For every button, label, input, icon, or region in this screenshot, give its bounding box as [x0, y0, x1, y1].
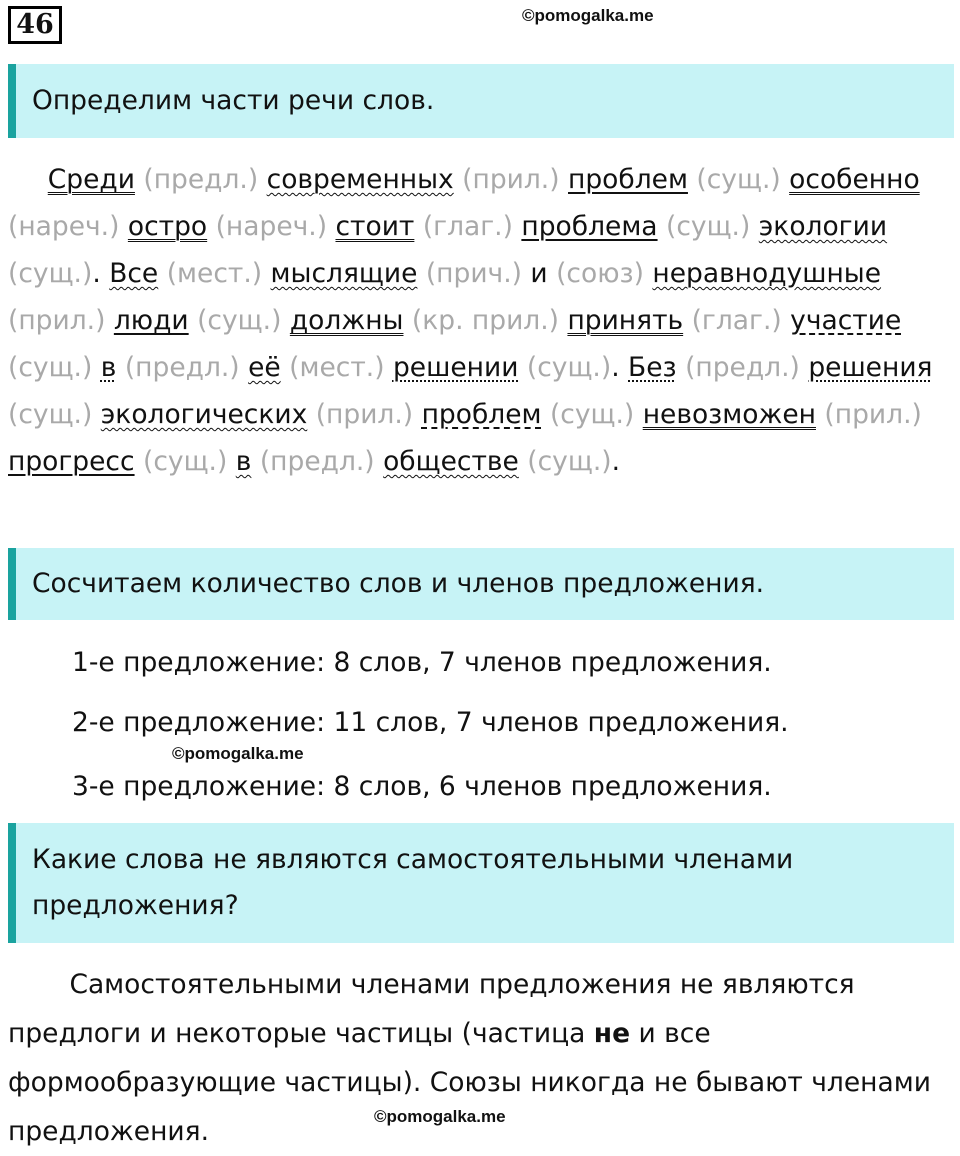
- count-sentence-1: 1-е предложение: 8 слов, 7 членов предложения.: [72, 647, 772, 678]
- pos-label: (прил.): [824, 399, 922, 430]
- heading-question: Какие слова не являются самостоятельными членами предложения?: [8, 823, 954, 943]
- pos-label: (сущ.): [549, 399, 635, 430]
- pos-label: (предл.): [685, 352, 800, 383]
- word: неравнодушные: [652, 258, 882, 289]
- word: экологических: [100, 399, 308, 430]
- word: проблема: [521, 211, 658, 242]
- pos-label: (союз): [556, 258, 644, 289]
- pos-label: (нареч.): [215, 211, 328, 242]
- word: в: [235, 446, 252, 477]
- word: и: [530, 258, 548, 289]
- word: современных: [266, 164, 454, 195]
- word: Среди: [47, 164, 135, 195]
- heading-parts-of-speech: Определим части речи слов.: [8, 64, 954, 138]
- pos-label: (глаг.): [691, 305, 782, 336]
- pos-label: (кр. прил.): [411, 305, 559, 336]
- word: невозможен: [642, 399, 816, 430]
- word: в: [100, 352, 117, 383]
- pos-label: (сущ.): [8, 258, 93, 289]
- word: решении: [392, 352, 519, 383]
- pos-label: (сущ.): [8, 399, 93, 430]
- word: принять: [567, 305, 684, 336]
- pos-label: (сущ.): [526, 352, 612, 383]
- pos-label: (нареч.): [8, 211, 120, 242]
- word: обществе: [383, 446, 519, 477]
- answer-text-part2: и все формообразующие частицы). Союзы никогда не бывают членами предложения.: [8, 1018, 931, 1147]
- answer-bold-particle: не: [593, 1018, 631, 1049]
- pos-label: (сущ.): [696, 164, 781, 195]
- pos-label: (глаг.): [422, 211, 513, 242]
- pos-label: (предл.): [259, 446, 375, 477]
- word: проблем: [421, 399, 542, 430]
- pos-label: (сущ.): [197, 305, 282, 336]
- pos-label: (сущ.): [527, 446, 612, 477]
- word: проблем: [568, 164, 688, 195]
- word: экологии: [758, 211, 888, 242]
- pos-label: (сущ.): [143, 446, 228, 477]
- watermark-bottom: ©pomogalka.me: [374, 1107, 506, 1126]
- count-sentence-2: 2-е предложение: 11 слов, 7 членов предложения.: [72, 707, 789, 738]
- word: решения: [808, 352, 933, 383]
- pos-label: (прич.): [425, 258, 522, 289]
- pos-label: (мест.): [166, 258, 263, 289]
- pos-label: (прил.): [462, 164, 560, 195]
- pos-label: (сущ.): [666, 211, 751, 242]
- watermark-middle: ©pomogalka.me: [172, 744, 304, 763]
- word: люди: [113, 305, 189, 336]
- word: участие: [790, 305, 902, 336]
- word: особенно: [789, 164, 920, 195]
- word: стоит: [335, 211, 415, 242]
- word: Все: [109, 258, 159, 289]
- pos-label: (мест.): [289, 352, 385, 383]
- page-number: 46: [8, 6, 62, 44]
- heading-word-count: Сосчитаем количество слов и членов предложения.: [8, 548, 954, 620]
- parts-of-speech-analysis: Среди (предл.) современных (прил.) проблем (сущ.) особенно (нареч.) остро (нареч.) стоит (глаг.) проблема (сущ.) экологии (сущ.). Все (мест.) мыслящие (прич.) и (союз) неравнодушные (прил.) люди (сущ.) должны (кр. прил.) принять (глаг.) участие (сущ.) в (предл.) её (мест.) решении (сущ.). Без (предл.) решения (сущ.) экологических (прил.) проблем (сущ.) невозможен (прил.) прогресс (сущ.) в (предл.) обществе (сущ.).: [8, 164, 933, 477]
- pos-label: (прил.): [8, 305, 106, 336]
- word: остро: [127, 211, 208, 242]
- pos-label: (предл.): [124, 352, 240, 383]
- word: прогресс: [8, 446, 135, 477]
- word: Без: [628, 352, 677, 383]
- pos-label: (предл.): [143, 164, 259, 195]
- watermark-top: ©pomogalka.me: [522, 6, 654, 25]
- word: мыслящие: [270, 258, 418, 289]
- answer-text-part1: Самостоятельными членами предложения не являются предлоги и некоторые частицы (частица: [8, 969, 855, 1049]
- pos-label: (прил.): [315, 399, 414, 430]
- count-sentence-3: 3-е предложение: 8 слов, 6 членов предложения.: [72, 771, 772, 802]
- pos-label: (сущ.): [8, 352, 93, 383]
- word: должны: [289, 305, 404, 336]
- word: её: [248, 352, 281, 383]
